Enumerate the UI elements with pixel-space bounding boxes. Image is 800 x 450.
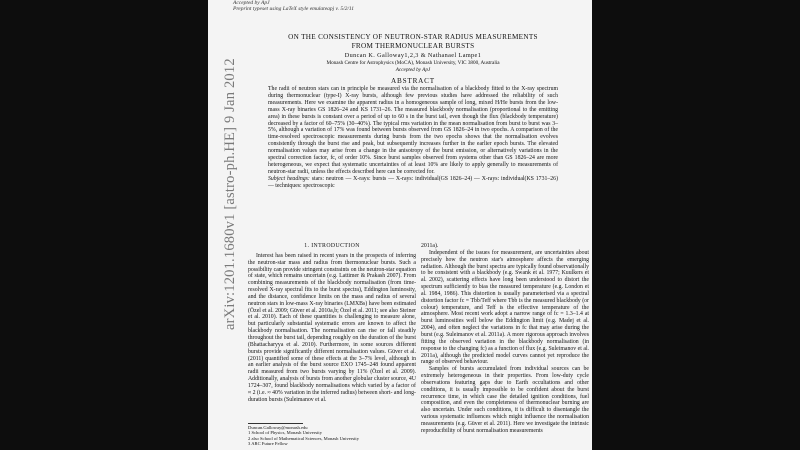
arxiv-identifier: arXiv:1201.1680v1 [astro-ph.HE] 9 Jan 2012 <box>222 58 238 330</box>
abstract-heading: ABSTRACT <box>391 77 435 85</box>
keywords: stars: neutron — X-rays: bursts — X-rays: individual(GS 1826–24) — X-rays: individual(KS 1731–26) — techniques: spectroscopic <box>268 175 558 189</box>
paper-title: ON THE CONSISTENCY OF NEUTRON-STAR RADIUS MEASUREMENTS FROM THERMONUCLEAR BURSTS <box>288 33 538 50</box>
accepted-header: Accepted by ApJ <box>233 0 270 6</box>
right-column <box>421 243 589 435</box>
footnote-rule <box>248 423 303 424</box>
section-heading: 1. INTRODUCTION <box>304 243 360 249</box>
keywords-label: Subject headings: <box>268 175 310 182</box>
authors: Duncan K. Galloway1,2,3 & Nathanael Lampe1 <box>344 52 482 59</box>
footnote: 1 School of Physics, Monash University <box>248 430 323 436</box>
footnotes <box>248 423 416 447</box>
left-column <box>248 243 416 403</box>
accepted-note: Accepted by ApJ <box>395 67 431 73</box>
paragraph: Independent of the issues for measurement, are uncertainties about precisely how the neutron star's atmosphere affects the emerging radiation. Although the burst spectra are typically found observationally to be consistent with a blackbody (e.g. Swank et al. 1977; Kuulkers et al. 2002), scattering effects have long been understood to distort the spectrum sufficiently to bias the measured temperature (e.g. London et al. 1984, 1986). This distortion is usually parameterised via a spectral distortion factor fc = Tbb/Teff where Tbb is the measured blackbody (or colour) temperature, and Teff is the effective temperature of the atmosphere. Most recent work adopt a narrow range of fc = 1.3–1.4 at burst luminosities well below the Eddington limit (e.g. Madej et al. 2004), and often neglect the variations in fc that may arise during the burst (e.g. Suleimanov et al. 2011a). A more rigorous approach involves fitting the observed variation in the blackbody normalisation (in response to the changing fc) as a function of flux (e.g. Suleimanov et al. 2011a), although the predicted model curves cannot yet reproduce the range of observed behaviour. <box>421 249 589 366</box>
paper-page <box>208 0 592 450</box>
paragraph: Interest has been raised in recent years in the prospects of inferring the neutron-star mass and radius from thermonuclear bursts. Such a possibility can provide stringent constraints on the neutron-star equation of state, which remains uncertain (e.g. Lattimer & Prakash 2007). From combining measurements of the blackbody normalisation (from time-resolved X-ray spectral fits to the burst spectra), Eddington luminosity, and the distance, confidence limits on the mass and radius of several neutron stars in low-mass X-ray binaries (LMXBs) have been estimated (Özel et al. 2009; Güver et al. 2010a,b; Özel et al. 2011; see also Steiner et al. 2010). Each of these quantities is challenging to measure alone, but particularly substantial systematic errors are known to affect the blackbody normalisation. The normalisation can rise or fall steadily throughout the burst tail, depending roughly on the duration of the burst (Bhattacharyya et al. 2010). Furthermore, in some sources different bursts provide significantly different normalisation values. Güver et al. (2011) quantified some of these effects at the 3–7% level, although in an earlier analysis of the burst source EXO 1745–248 found apparent radii measured from two bursts varying by 11% (Özel et al. 2009). Additionally, analysis of bursts from another globular cluster source, 4U 1724–307, found blackbody normalisations which varied by a factor of ≈ 2 (i.e. ≈ 40% variation in the inferred radius) between short- and long-duration bursts (Suleimanov et al. <box>248 252 416 403</box>
footnote: 2 also School of Mathematical Sciences, Monash University <box>248 435 359 441</box>
abstract <box>268 86 558 190</box>
preprint-header: Preprint typeset using LaTeX style emulateapj v. 5/2/11 <box>233 6 354 12</box>
paragraph: Samples of bursts accumulated from individual sources can be extremely heterogeneous in their properties. From low-duty cycle observations featuring gaps due to Earth occultations and other conditions, it is usually impossible to be confident about the burst recurrence time, in which case the detailed ignition conditions, fuel composition, and even the completeness of thermonuclear burning are also uncertain. Under such conditions, it is difficult to disentangle the various systematic influences which might influence the normalisation measurements (e.g. Güver et al. 2011). Here we investigate the intrinsic reproducibility of burst normalisation measurements <box>421 366 589 434</box>
affiliation: Monash Centre for Astrophysics (MoCA), Monash University, VIC 3800, Australia <box>326 60 500 66</box>
footnote: Duncan.Galloway@monash.edu <box>248 425 308 430</box>
abstract-text: The radii of neutron stars can in principle be measured via the normalisation of a blackbody fitted to the X-ray spectrum during thermonuclear (type-I) X-ray bursts, although few previous studies have addressed the reliability of such measurements. Here we examine the apparent radius in a homogeneous sample of long, mixed H/He bursts from the low-mass X-ray binaries GS 1826–24 and KS 1731–26. The measured blackbody normalisation (proportional to the emitting area) in these bursts is constant over a period of up to 60 s in the burst tail, even though the flux (blackbody temperature) decreased by a factor of 60–75% (30–40%). The typical rms variation in the mean normalisation from burst to burst was 3–5%, although a variation of 17% was found between bursts observed from GS 1826–24 in two epochs. A comparison of the time-resolved spectroscopic measurements during bursts from the two epochs shows that the normalisation evolves consistently through the burst rise and peak, but subsequently increases further in the earlier epoch bursts. The elevated normalisation values may arise from a change in the anisotropy of the burst emission, or alternatively variations in the spectral correction factor, fc, of order 10%. Since burst samples observed from systems other than GS 1826–24 are more heterogeneous, we expect that systematic uncertainties of at least 10% are likely to apply generally to measurements of neutron-star radii, unless the effects described here can be corrected for. <box>268 86 558 175</box>
paragraph: 2011a). <box>421 243 439 249</box>
footnote: 3 ARC Future Fellow <box>248 441 288 447</box>
